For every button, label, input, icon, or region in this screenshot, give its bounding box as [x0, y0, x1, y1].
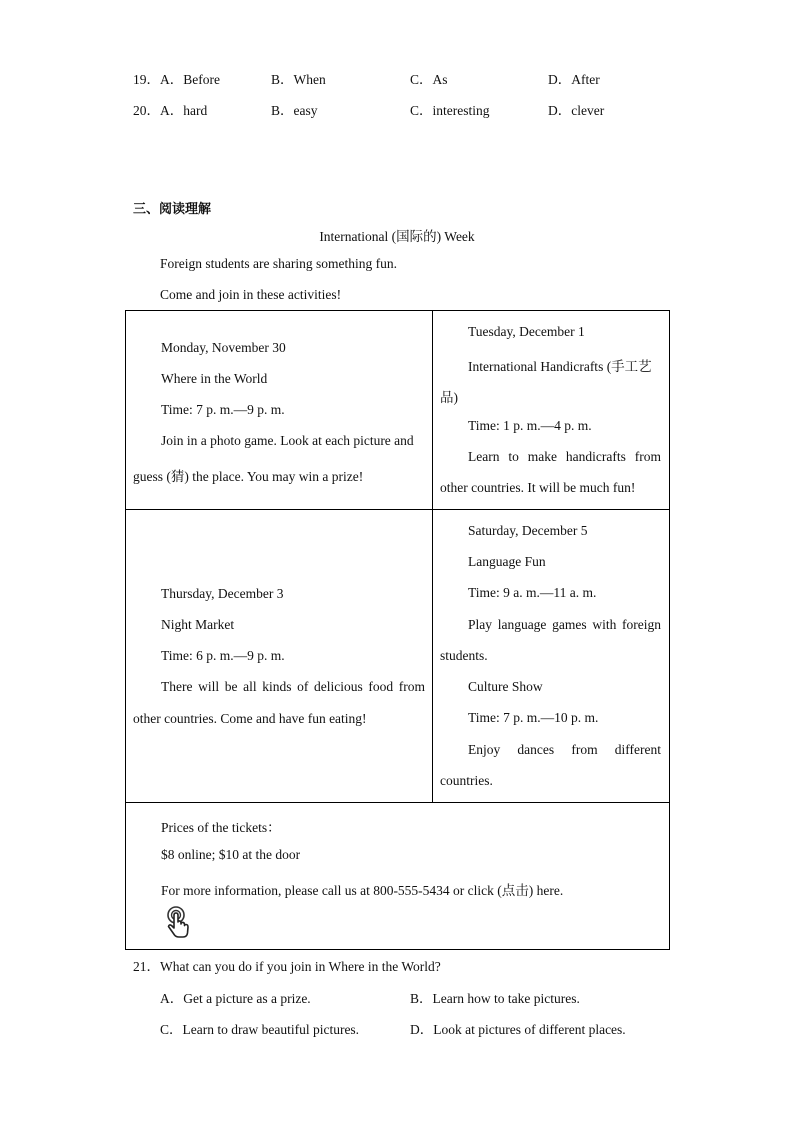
cell-monday [126, 311, 433, 510]
activity-date: Tuesday, December 1 [468, 324, 585, 339]
activity-name: Language Fun [468, 554, 546, 569]
activity-name: International Handicrafts (手工艺 [468, 359, 652, 374]
cell-footer [126, 803, 670, 950]
activity-desc: Enjoy dances from different [468, 742, 661, 757]
activity-desc: Play language games with foreign [468, 617, 661, 632]
activity-desc: Join in a photo game. Look at each picture and [161, 433, 414, 448]
option-b: B．easy [271, 103, 318, 118]
more-info-text: For more information, please call us at 800-555-5434 or click (点击) here. [161, 883, 564, 898]
passage-title: International (国际的) Week [319, 229, 475, 244]
cell-thursday [126, 510, 433, 803]
activity-time: Time: 7 p. m.—10 p. m. [468, 710, 599, 725]
option-a: A．Before [160, 72, 220, 87]
price-label: Prices of the tickets： [161, 820, 281, 835]
activity-time: Time: 6 p. m.—9 p. m. [161, 648, 285, 663]
activity-time: Time: 1 p. m.—4 p. m. [468, 418, 592, 433]
activity-desc: There will be all kinds of delicious food from [161, 679, 425, 694]
activity-desc: other countries. Come and have fun eating! [133, 711, 367, 726]
touch-hand-icon-svg [162, 906, 192, 940]
option-d: D．Look at pictures of different places. [410, 1022, 626, 1037]
option-b: B．When [271, 72, 326, 87]
option-a: A．Get a picture as a prize. [160, 991, 311, 1006]
activity-name: Culture Show [468, 679, 543, 694]
activity-desc: countries. [440, 773, 493, 788]
question-number: 19． [133, 72, 160, 87]
option-c: C．As [410, 72, 448, 87]
section-title: 三、阅读理解 [133, 202, 212, 217]
activity-desc: other countries. It will be much fun! [440, 480, 636, 495]
activity-date: Thursday, December 3 [161, 586, 284, 601]
activity-name: 品) [440, 390, 458, 405]
cell-tuesday [433, 311, 670, 510]
activity-desc: students. [440, 648, 488, 663]
passage-intro-1: Foreign students are sharing something fun. [160, 256, 397, 271]
cell-saturday [433, 510, 670, 803]
question-21-stem: 21．What can you do if you join in Where in the World? [133, 959, 441, 974]
activity-desc: guess (猜) the place. You may win a prize! [133, 469, 364, 484]
price-values: $8 online; $10 at the door [161, 847, 301, 862]
option-c: C．Learn to draw beautiful pictures. [160, 1022, 360, 1037]
activity-desc: Learn to make handicrafts from [468, 449, 661, 464]
option-a: A．hard [160, 103, 208, 118]
activity-time: Time: 9 a. m.—11 a. m. [468, 585, 597, 600]
option-b: B．Learn how to take pictures. [410, 991, 580, 1006]
option-d: D．After [548, 72, 600, 87]
question-number: 20． [133, 103, 160, 118]
activities-table [125, 310, 670, 950]
option-d: D．clever [548, 103, 605, 118]
activity-date: Monday, November 30 [161, 340, 286, 355]
option-c: C．interesting [410, 103, 490, 118]
passage-intro-2: Come and join in these activities! [160, 287, 342, 302]
activity-date: Saturday, December 5 [468, 523, 588, 538]
touch-hand-icon[interactable] [162, 906, 192, 940]
activity-time: Time: 7 p. m.—9 p. m. [161, 402, 285, 417]
activity-name: Where in the World [161, 371, 268, 386]
activity-name: Night Market [161, 617, 235, 632]
